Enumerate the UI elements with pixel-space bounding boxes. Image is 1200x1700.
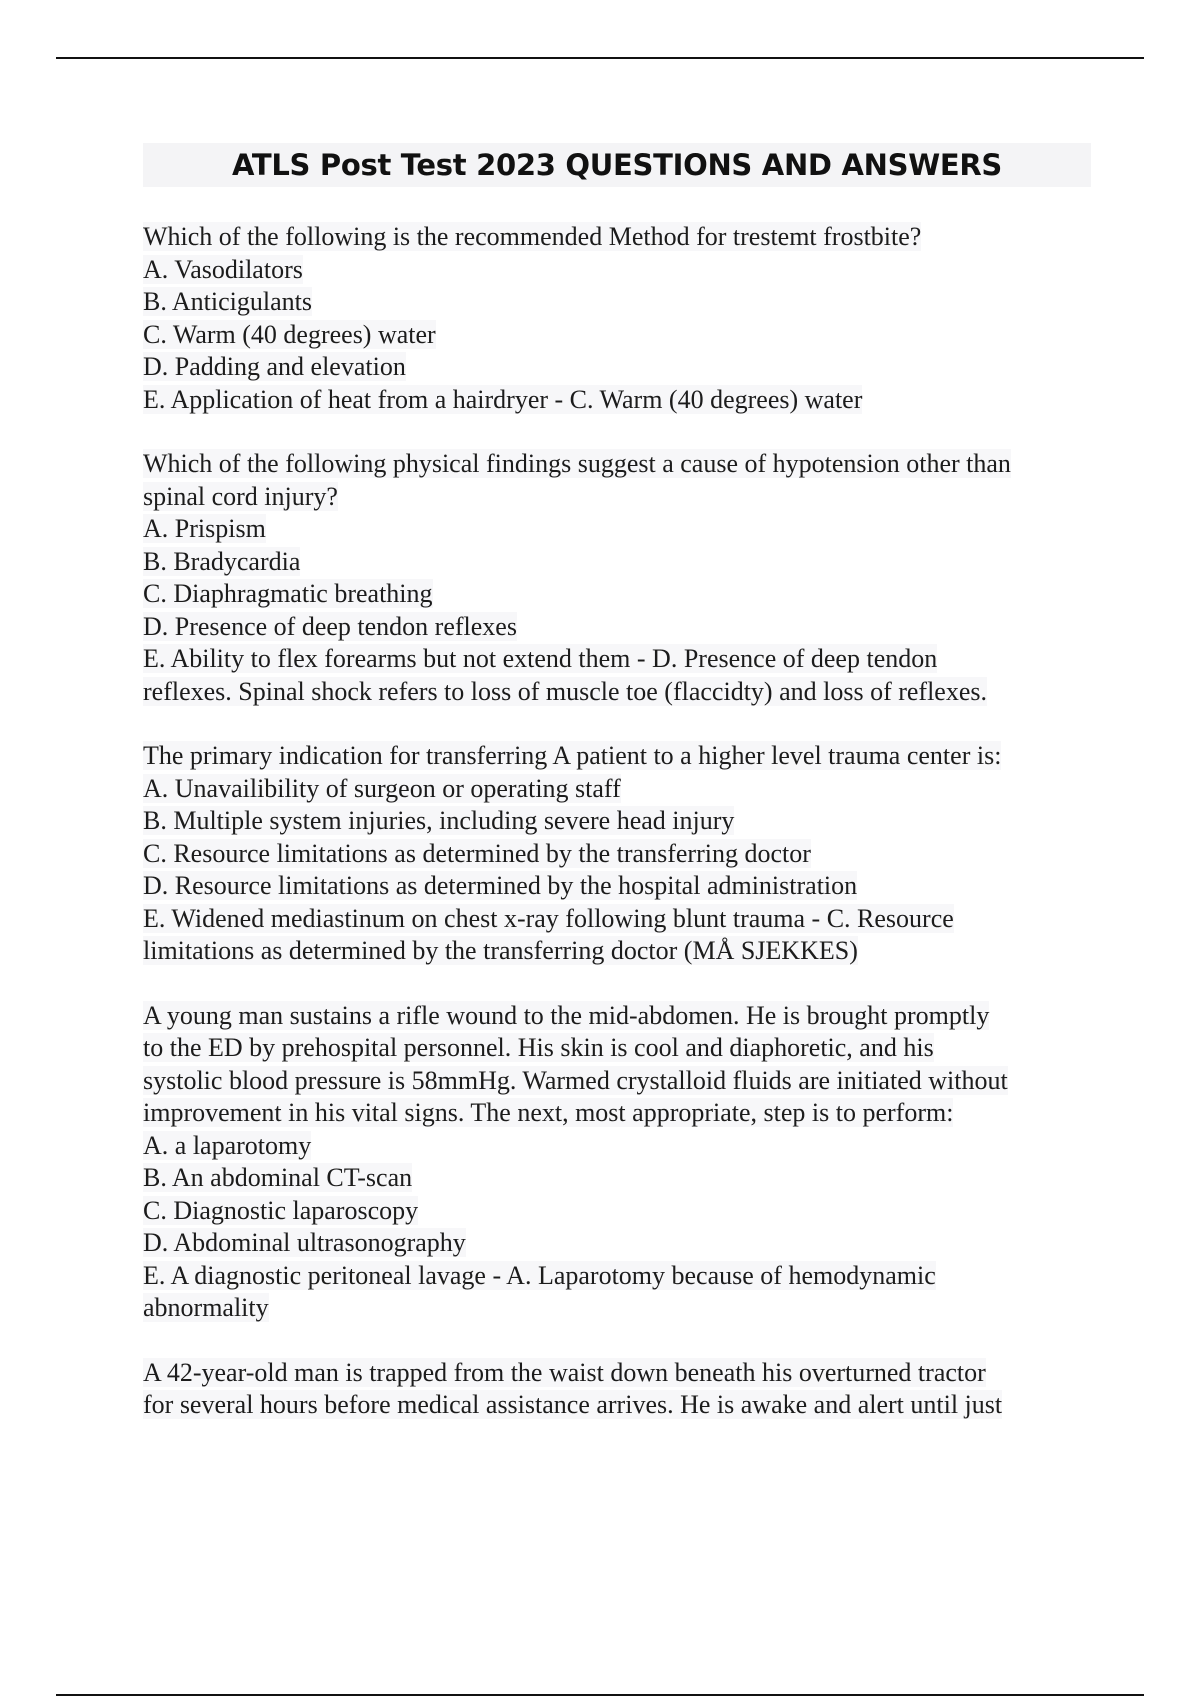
text-line (143, 578, 1091, 611)
text-line-content: C. Diaphragmatic breathing (143, 579, 433, 608)
text-line (143, 935, 1091, 968)
text-line-content: D. Presence of deep tendon reflexes (143, 611, 517, 641)
text-line-content: spinal cord injury? (143, 481, 338, 511)
question-block (143, 1000, 1091, 1325)
question-block (143, 1357, 1091, 1422)
text-line (143, 221, 1091, 254)
text-line-content: D. Padding and elevation (143, 352, 406, 381)
text-line (143, 1292, 1091, 1325)
text-line-content: A 42-year-old man is trapped from the waist down beneath his overturned tractor (143, 1357, 986, 1387)
text-line-content: C. Warm (40 degrees) water (143, 319, 436, 349)
text-line-content: D. Resource limitations as determined by the hospital administration (143, 871, 858, 900)
text-line (143, 903, 1091, 936)
text-line (143, 286, 1091, 319)
question-block (143, 221, 1091, 416)
text-line-content: E. Application of heat from a hairdryer - C. Warm (40 degrees) water (143, 384, 863, 414)
text-line-content: limitations as determined by the transferring doctor (MÅ SJEKKES) (143, 936, 858, 965)
text-line-content: The primary indication for transferring A patient to a higher level trauma center is: (143, 741, 1002, 770)
text-line (143, 1065, 1091, 1098)
text-line-content: A young man sustains a rifle wound to the mid-abdomen. He is brought promptly (143, 1000, 990, 1030)
text-line-content: C. Diagnostic laparoscopy (143, 1195, 419, 1225)
text-line-content: reflexes. Spinal shock refers to loss of muscle toe (flaccidty) and loss of reflexes. (143, 676, 988, 706)
text-line (143, 1130, 1091, 1163)
text-line (143, 448, 1091, 481)
text-line (143, 805, 1091, 838)
text-line-content: A. a laparotomy (143, 1130, 312, 1160)
text-line-content: abnormality (143, 1293, 269, 1322)
text-line (143, 513, 1091, 546)
text-line-content: E. Widened mediastinum on chest x-ray following blunt trauma - C. Resource (143, 903, 954, 933)
text-line (143, 254, 1091, 287)
text-line (143, 870, 1091, 903)
text-line (143, 384, 1091, 417)
text-line-content: Which of the following physical findings suggest a cause of hypotension other than (143, 449, 1011, 478)
text-line (143, 838, 1091, 871)
text-line (143, 1389, 1091, 1422)
text-line-content: to the ED by prehospital personnel. His skin is cool and diaphoretic, and his (143, 1033, 934, 1062)
text-line-content: improvement in his vital signs. The next, most appropriate, step is to perform: (143, 1098, 954, 1127)
text-line (143, 773, 1091, 806)
text-line (143, 1032, 1091, 1065)
text-line (143, 319, 1091, 352)
text-line (143, 643, 1091, 676)
text-line-content: for several hours before medical assistance arrives. He is awake and alert until just (143, 1390, 1003, 1419)
text-line (143, 1357, 1091, 1390)
question-block (143, 740, 1091, 968)
text-line (143, 546, 1091, 579)
text-line-content: B. Bradycardia (143, 546, 301, 576)
page-title: ATLS Post Test 2023 QUESTIONS AND ANSWERS (231, 148, 1003, 182)
text-line-content: systolic blood pressure is 58mmHg. Warmed crystalloid fluids are initiated without (143, 1065, 1008, 1095)
text-line (143, 351, 1091, 384)
text-line-content: C. Resource limitations as determined by the transferring doctor (143, 838, 811, 868)
top-rule (56, 57, 1144, 59)
text-line (143, 1097, 1091, 1130)
text-line (143, 1000, 1091, 1033)
text-line (143, 676, 1091, 709)
question-block (143, 448, 1091, 708)
text-line-content: B. An abdominal CT-scan (143, 1163, 413, 1192)
text-line-content: A. Unavailibility of surgeon or operating staff (143, 773, 621, 803)
text-line-content: B. Multiple system injuries, including severe head injury (143, 806, 735, 835)
text-line-content: B. Anticigulants (143, 287, 312, 316)
text-line-content: A. Prispism (143, 514, 266, 543)
question-list (143, 221, 1091, 1454)
text-line (143, 611, 1091, 644)
text-line (143, 481, 1091, 514)
text-line-content: E. A diagnostic peritoneal lavage - A. Laparotomy because of hemodynamic (143, 1260, 936, 1290)
text-line-content: E. Ability to flex forearms but not extend them - D. Presence of deep tendon (143, 644, 938, 673)
text-line (143, 1162, 1091, 1195)
text-line (143, 1227, 1091, 1260)
bottom-rule (56, 1694, 1144, 1696)
text-line-content: A. Vasodilators (143, 254, 303, 284)
text-line-content: Which of the following is the recommended Method for trestemt frostbite? (143, 222, 922, 251)
title-band (143, 143, 1091, 187)
text-line-content: D. Abdominal ultrasonography (143, 1228, 466, 1257)
text-line (143, 740, 1091, 773)
text-line (143, 1260, 1091, 1293)
text-line (143, 1195, 1091, 1228)
